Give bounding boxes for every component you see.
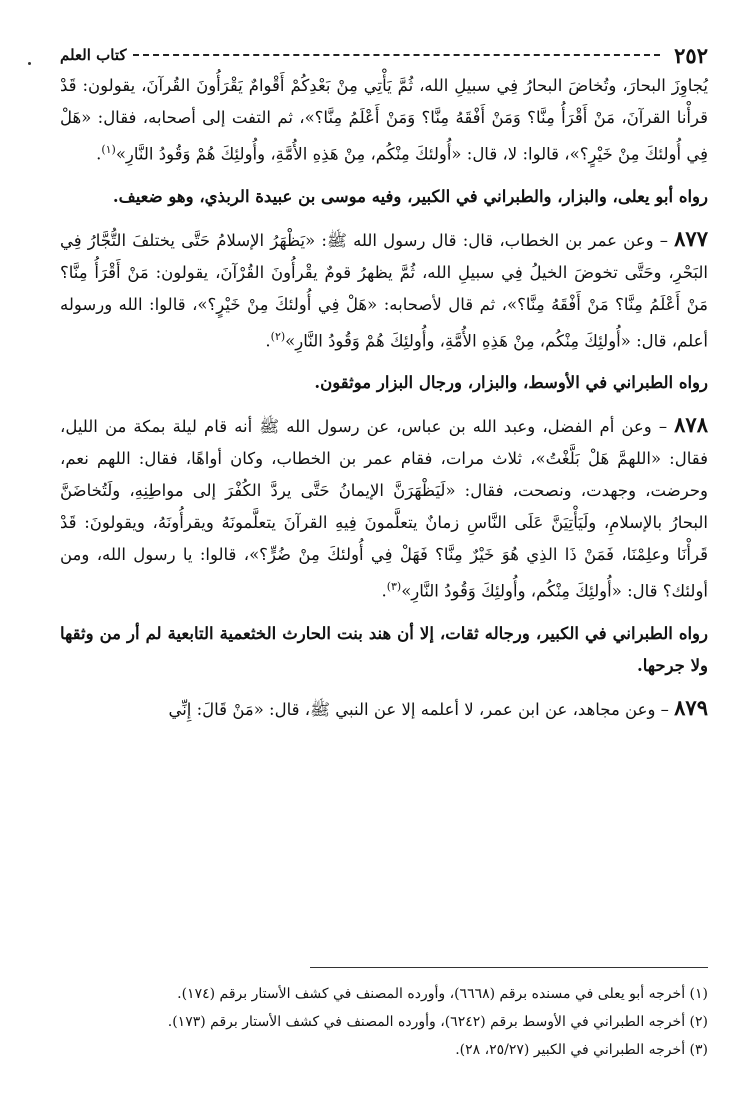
hadith-878 <box>60 409 708 608</box>
hadith-879 <box>60 692 708 726</box>
punctuation: . <box>381 581 387 601</box>
hadith-number: ٨٧٨ <box>674 412 708 437</box>
hadith-number: ٨٧٩ <box>674 694 708 720</box>
hadith-number: ٨٧٧ <box>674 225 708 251</box>
punctuation: . <box>265 331 271 350</box>
hadith-877 <box>60 223 708 358</box>
hadith-text: – وعن مجاهد، عن ابن عمر، لا أعلمه إلا عن النبي ﷺ، قال: «مَنْ قَالَ: إِنِّي <box>168 699 675 719</box>
punctuation: . <box>96 144 102 164</box>
footnotes <box>80 980 708 1064</box>
footnote-ref: (٢) <box>270 329 286 343</box>
margin-dot <box>28 62 31 65</box>
footnote-ref: (٣) <box>386 580 402 593</box>
hadith-text: – وعن عمر بن الخطاب، قال: قال رسول الله ﷺ: «يَظْهَرُ الإسلامُ حَتَّى يختلفَ التُّجَّارُ فِي البَحْرِ، وحَتَّى تخوضَ الخيلُ فِي سبيلِ الله، ثُمَّ يظهرُ قومٌ يقْرأُونَ القُرْآنَ، يقولون: مَنْ أَقْرَأُ مِنَّا؟ مَنْ أَعْلَمُ مِنَّا؟ مَنْ أَفْقَهُ مِنَّا؟»، ثم قال لأصحابه: «هَلْ فِي أُولئكَ مِنْ خَيْرٍ؟»، قالوا: الله ورسوله أعلم، قال: «أُولئِكَ مِنْكُم، مِنْ هَذِهِ الأُمَّةِ، وأُولئِكَ هُمْ وَقُودُ النَّارِ» <box>60 230 708 350</box>
takhrij-note-3: رواه الطبراني في الكبير، ورجاله ثقات، إلا أن هند بنت الحارث الخثعمية التابعية لم أر من وثقها ولا جرحها. <box>60 623 708 675</box>
takhrij-note-2: رواه الطبراني في الأوسط، والبزار، ورجال البزار موثقون. <box>314 373 708 392</box>
page-number: ٢٥٢ <box>674 42 708 68</box>
paragraph-continued <box>60 70 708 171</box>
footnote-separator <box>310 967 708 968</box>
hadith-text: – وعن أم الفضل، وعبد الله بن عباس، عن رسول الله ﷺ أنه قام ليلة بمكة من الليل، فقال: «اللهمَّ هَلْ بَلَّغْتُ»، ثلاث مرات، فقام عمر بن الخطاب، وكان أواهًا، فقال: اللهم نعم، وحرضت، وجهدت، ونصحت، فقال: «لَيَظْهَرَنَّ الإيمانُ حَتَّى يردَّ الكُفْرَ إلى مواطِنِهِ، ولَتُخاضَنَّ البحارُ بالإسلامِ، ولَيَأْتِيَنَّ عَلَى النَّاسِ زمانٌ يتعلَّمونَ فِيهِ القرآنَ يتعلَّمونَهُ ويقرأُونَهُ، ويقولونَ: قَدْ قَرأْنَا وعلِمْنَا، فَمَنْ ذَا الذِي هُوَ خَيْرٌ مِنَّا؟ فَهَلْ فِي أُولئكَ مِنْ ضُرٍّ؟»، قالوا: يا رسول الله، ومن أولئك؟ قال: «أُولئِكَ مِنْكُم، وأُولئِكَ وَقُودُ النَّارِ» <box>60 417 708 601</box>
header-rule <box>133 54 661 56</box>
page-body <box>60 40 708 736</box>
running-header <box>60 40 708 70</box>
takhrij-note-1: رواه أبو يعلى، والبزار، والطبراني في الكبير، وفيه موسى بن عبيدة الربذي، وهو ضعيف. <box>112 186 708 206</box>
footnote-2: (٢) أخرجه الطبراني في الأوسط برقم (٦٢٤٢)، وأورده المصنف في كشف الأستار برقم (١٧٣). <box>167 1014 708 1030</box>
paragraph-text: يُجاوِزَ البحارَ، وتُخاضَ البحارُ فِي سبيلِ الله، ثُمَّ يَأْتِي مِنْ بَعْدِكُمْ أَقْوامٌ يَقْرَأُونَ القُرآنَ، يقولون: قَدْ قرأْنا القرآنَ، مَنْ أَقْرَأُ مِنَّا؟ وَمَنْ أَفْقَهُ مِنَّا؟ وَمَنْ أَعْلَمُ مِنَّا؟»، ثم التفت إلى أصحابه، فقال: «هَلْ فِي أُولئكَ مِنْ خَيْرٍ؟»، قالوا: لا، قال: «أُولئكَ مِنْكُم، مِنْ هَذِهِ الأُمَّةِ، وأُولئِكَ هُمْ وَقُودُ النَّارِ» <box>60 76 708 164</box>
footnote-3: (٣) أخرجه الطبراني في الكبير (٢٥/٢٧، ٢٨). <box>455 1042 708 1058</box>
footnote-1: (١) أخرجه أبو يعلى في مسنده برقم (٦٦٦٨)، وأورده المصنف في كشف الأستار برقم (١٧٤). <box>177 986 708 1002</box>
header-title: كتاب العلم <box>60 46 127 64</box>
footnote-ref: (١) <box>101 143 116 156</box>
